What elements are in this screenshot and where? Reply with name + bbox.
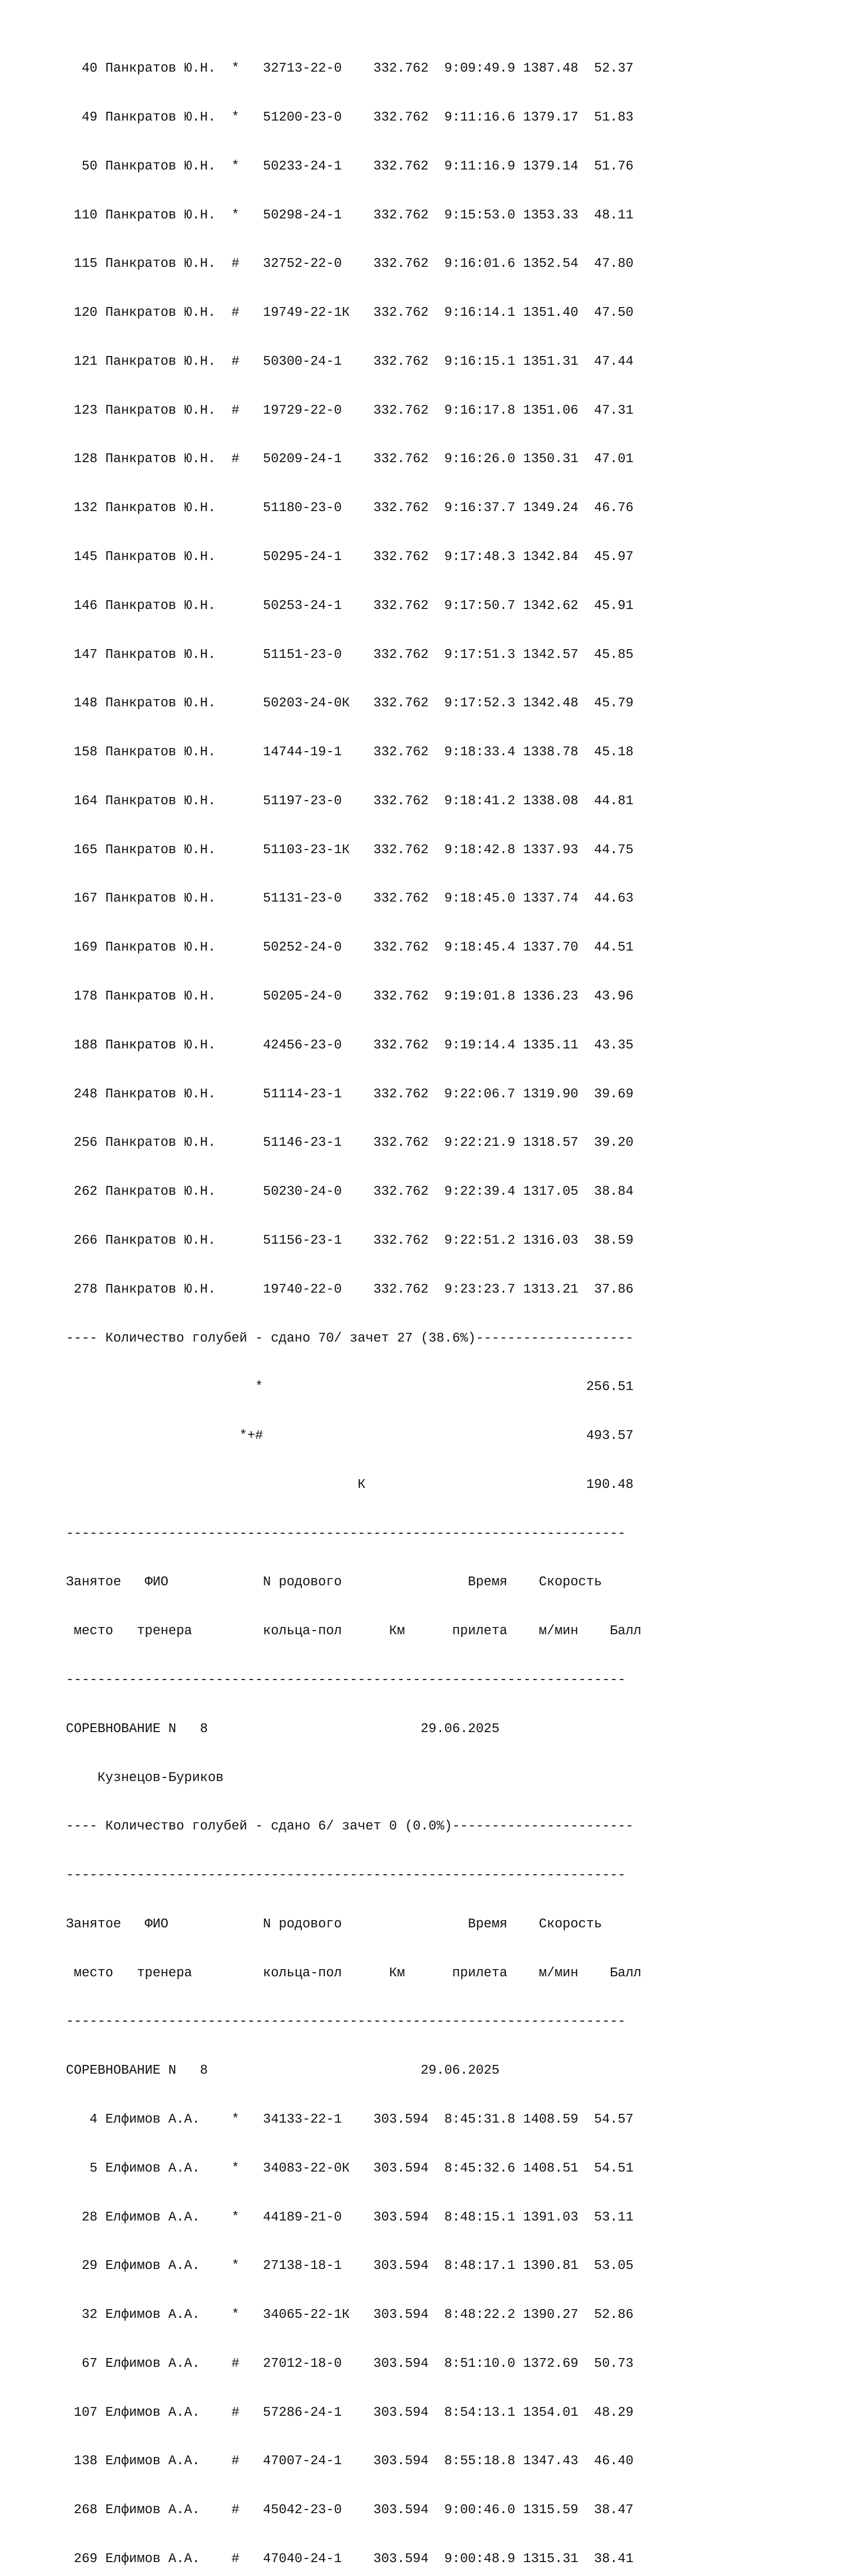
results-document	[66, 28, 641, 2576]
subtotal-line: *+# 493.57	[66, 1428, 634, 1444]
result-line: 148 Панкратов Ю.Н. 50203-24-0К 332.762 9:17:52.3 1342.48 45.79	[66, 696, 634, 711]
competition-title-line: СОРЕВНОВАНИЕ N 8 29.06.2025	[66, 1721, 500, 1736]
result-line: 121 Панкратов Ю.Н. # 50300-24-1 332.762 9:16:15.1 1351.31 47.44	[66, 353, 634, 369]
trainer-name-line: Кузнецов-Буриков	[66, 1770, 224, 1785]
result-line: 132 Панкратов Ю.Н. 51180-23-0 332.762 9:16:37.7 1349.24 46.76	[66, 500, 634, 516]
result-line: 269 Елфимов А.А. # 47040-24-1 303.594 9:00:48.9 1315.31 38.41	[66, 2551, 634, 2567]
count-summary-line: ---- Количество голубей - сдано 6/ зачет 0 (0.0%)-----------------------	[66, 1819, 634, 1834]
result-line: 29 Елфимов А.А. * 27138-18-1 303.594 8:48:17.1 1390.81 53.05	[66, 2258, 634, 2274]
result-line: 146 Панкратов Ю.Н. 50253-24-1 332.762 9:17:50.7 1342.62 45.91	[66, 598, 634, 613]
result-line: 256 Панкратов Ю.Н. 51146-23-1 332.762 9:22:21.9 1318.57 39.20	[66, 1135, 634, 1150]
result-line: 40 Панкратов Ю.Н. * 32713-22-0 332.762 9:09:49.9 1387.48 52.37	[66, 61, 634, 76]
separator-line: -----------------------------------------------------------------------	[66, 1526, 626, 1541]
result-line: 50 Панкратов Ю.Н. * 50233-24-1 332.762 9:11:16.9 1379.14 51.76	[66, 158, 634, 174]
result-line: 28 Елфимов А.А. * 44189-21-0 303.594 8:48:15.1 1391.03 53.11	[66, 2209, 634, 2225]
subtotal-line: * 256.51	[66, 1379, 634, 1395]
result-line: 49 Панкратов Ю.Н. * 51200-23-0 332.762 9:11:16.6 1379.17 51.83	[66, 109, 634, 125]
result-line: 188 Панкратов Ю.Н. 42456-23-0 332.762 9:19:14.4 1335.11 43.35	[66, 1037, 634, 1053]
result-line: 120 Панкратов Ю.Н. # 19749-22-1К 332.762 9:16:14.1 1351.40 47.50	[66, 305, 634, 320]
result-line: 248 Панкратов Ю.Н. 51114-23-1 332.762 9:22:06.7 1319.90 39.69	[66, 1086, 634, 1101]
count-summary-line: ---- Количество голубей - сдано 70/ зачет 27 (38.6%)--------------------	[66, 1330, 634, 1346]
column-header-line: Занятое ФИО N родового Время Скорость	[66, 1916, 602, 1931]
subtotal-line: К 190.48	[66, 1477, 634, 1492]
result-line: 165 Панкратов Ю.Н. 51103-23-1К 332.762 9:18:42.8 1337.93 44.75	[66, 842, 634, 857]
result-line: 268 Елфимов А.А. # 45042-23-0 303.594 9:00:46.0 1315.59 38.47	[66, 2502, 634, 2518]
competition-title-line: СОРЕВНОВАНИЕ N 8 29.06.2025	[66, 2063, 500, 2078]
result-line: 147 Панкратов Ю.Н. 51151-23-0 332.762 9:17:51.3 1342.57 45.85	[66, 647, 634, 662]
result-line: 158 Панкратов Ю.Н. 14744-19-1 332.762 9:18:33.4 1338.78 45.18	[66, 744, 634, 760]
separator-line: -----------------------------------------------------------------------	[66, 1868, 626, 1883]
result-line: 5 Елфимов А.А. * 34083-22-0К 303.594 8:45:32.6 1408.51 54.51	[66, 2160, 634, 2176]
result-line: 167 Панкратов Ю.Н. 51131-23-0 332.762 9:18:45.0 1337.74 44.63	[66, 891, 634, 906]
result-line: 262 Панкратов Ю.Н. 50230-24-0 332.762 9:22:39.4 1317.05 38.84	[66, 1184, 634, 1199]
separator-line: -----------------------------------------------------------------------	[66, 2014, 626, 2029]
result-line: 110 Панкратов Ю.Н. * 50298-24-1 332.762 9:15:53.0 1353.33 48.11	[66, 207, 634, 223]
result-line: 145 Панкратов Ю.Н. 50295-24-1 332.762 9:17:48.3 1342.84 45.97	[66, 549, 634, 564]
result-line: 164 Панкратов Ю.Н. 51197-23-0 332.762 9:18:41.2 1338.08 44.81	[66, 793, 634, 808]
result-line: 169 Панкратов Ю.Н. 50252-24-0 332.762 9:18:45.4 1337.70 44.51	[66, 940, 634, 955]
result-line: 115 Панкратов Ю.Н. # 32752-22-0 332.762 9:16:01.6 1352.54 47.80	[66, 256, 634, 272]
result-line: 128 Панкратов Ю.Н. # 50209-24-1 332.762 9:16:26.0 1350.31 47.01	[66, 451, 634, 467]
result-line: 278 Панкратов Ю.Н. 19740-22-0 332.762 9:23:23.7 1313.21 37.86	[66, 1281, 634, 1297]
column-header-line: место тренера кольца-пол Км прилета м/мин Балл	[66, 1965, 642, 1980]
result-line: 178 Панкратов Ю.Н. 50205-24-0 332.762 9:19:01.8 1336.23 43.96	[66, 989, 634, 1004]
result-line: 4 Елфимов А.А. * 34133-22-1 303.594 8:45:31.8 1408.59 54.57	[66, 2112, 634, 2127]
result-line: 107 Елфимов А.А. # 57286-24-1 303.594 8:54:13.1 1354.01 48.29	[66, 2404, 634, 2420]
column-header-line: Занятое ФИО N родового Время Скорость	[66, 1574, 602, 1590]
result-line: 32 Елфимов А.А. * 34065-22-1К 303.594 8:48:22.2 1390.27 52.86	[66, 2307, 634, 2323]
column-header-line: место тренера кольца-пол Км прилета м/мин Балл	[66, 1623, 642, 1639]
result-line: 138 Елфимов А.А. # 47007-24-1 303.594 8:55:18.8 1347.43 46.40	[66, 2453, 634, 2469]
result-line: 123 Панкратов Ю.Н. # 19729-22-0 332.762 9:16:17.8 1351.06 47.31	[66, 402, 634, 418]
separator-line: -----------------------------------------------------------------------	[66, 1672, 626, 1687]
result-line: 266 Панкратов Ю.Н. 51156-23-1 332.762 9:22:51.2 1316.03 38.59	[66, 1232, 634, 1248]
result-line: 67 Елфимов А.А. # 27012-18-0 303.594 8:51:10.0 1372.69 50.73	[66, 2355, 634, 2371]
